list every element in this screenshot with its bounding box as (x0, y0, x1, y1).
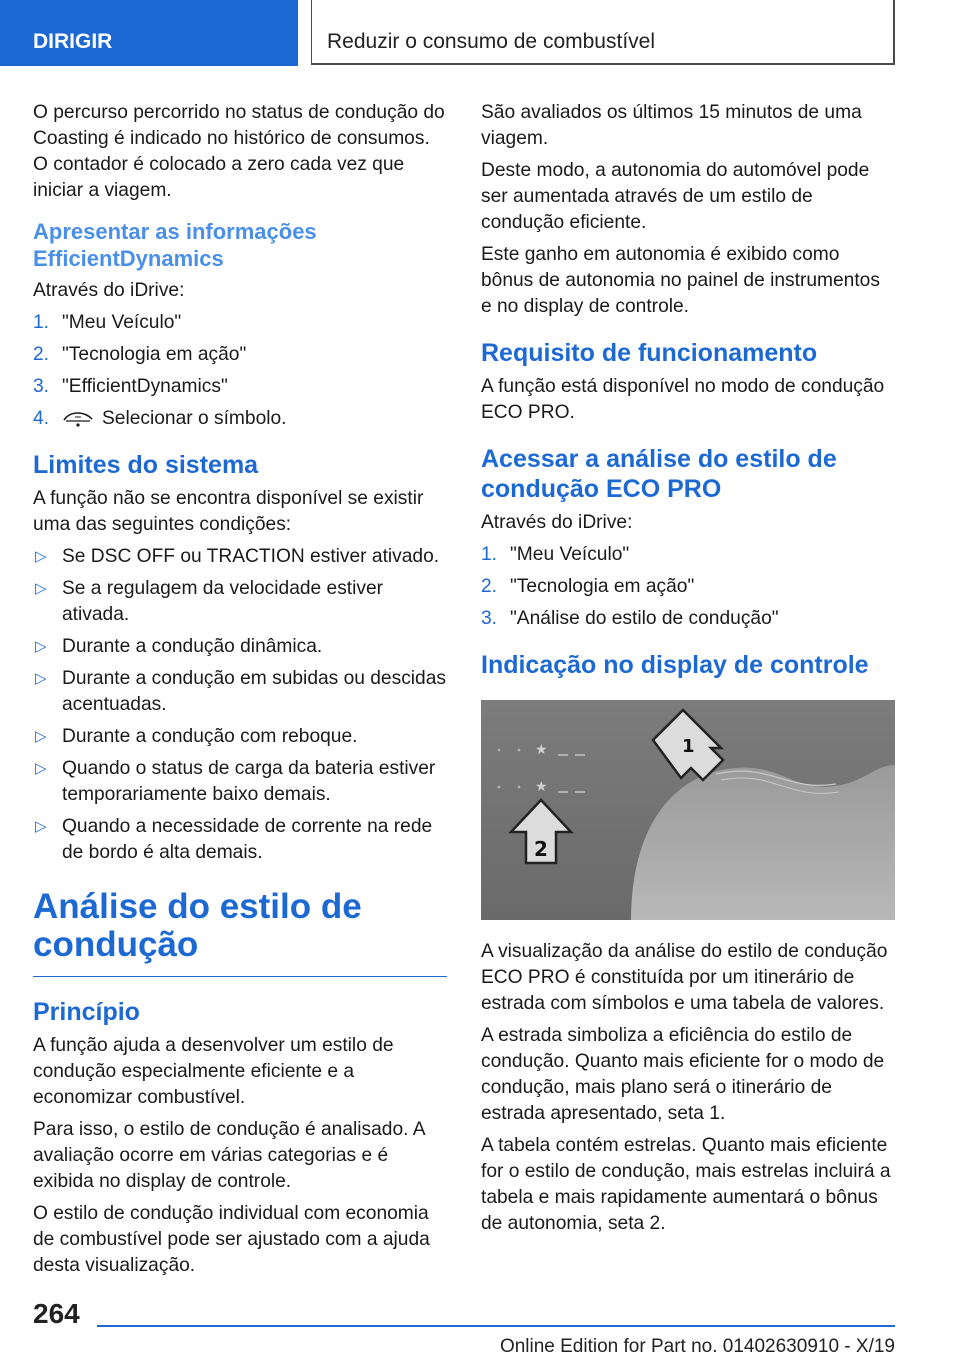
paragraph: Deste modo, a autonomia do automóvel pode ser aumentada através de um estilo de condução eficiente. (481, 160, 870, 233)
footer-divider (97, 1325, 895, 1327)
right-column (481, 100, 895, 1243)
list-item (33, 666, 447, 718)
limits-list (33, 544, 447, 866)
step-number: 4. (33, 408, 50, 429)
steps-access-list (481, 542, 895, 632)
eco-pro-display-figure (481, 700, 895, 920)
triangle-bullet-icon: ▷ (35, 728, 47, 745)
step-text: "Meu Veículo" (510, 544, 630, 565)
step-text: Selecionar o símbolo. (102, 408, 287, 429)
limits-intro: A função não se encontra disponível se existir uma das seguintes condições: (33, 488, 424, 535)
list-item (481, 574, 895, 600)
svg-text:★: ★ (535, 779, 548, 795)
heading-display: Indicação no display de controle (481, 651, 869, 679)
step-number: 2. (481, 576, 498, 597)
step-number: 2. (33, 344, 50, 365)
list-item (481, 542, 895, 568)
heading-limits: Limites do sistema (33, 451, 259, 479)
paragraph: A visualização da análise do estilo de condução ECO PRO é constituída por um itinerário de estrada com símbolos e uma tabela de valores. (481, 941, 888, 1014)
triangle-bullet-icon: ▷ (35, 760, 47, 777)
section-tab: DIRIGIR (0, 0, 298, 66)
limit-text: Durante a condução com reboque. (62, 726, 358, 747)
svg-text:1: 1 (682, 736, 695, 757)
limit-text: Durante a condução dinâmica. (62, 636, 323, 657)
efficient-dynamics-car-icon (62, 410, 94, 428)
list-item (33, 724, 447, 750)
triangle-bullet-icon: ▷ (35, 580, 47, 597)
chapter-title: Análise do estilo de condução (33, 888, 447, 977)
heading-requirement: Requisito de funcionamento (481, 339, 818, 367)
step-text: "Tecnologia em ação" (510, 576, 695, 597)
heading-access: Acessar a análise do estilo de condução ECO PRO (481, 445, 837, 503)
triangle-bullet-icon: ▷ (35, 670, 47, 687)
left-column (33, 100, 447, 1285)
triangle-bullet-icon: ▷ (35, 638, 47, 655)
paragraph: Este ganho em autonomia é exibido como bônus de autonomia no painel de instrumentos e no display de controle. (481, 244, 880, 317)
principle-paragraph: A função ajuda a desenvolver um estilo de condução especialmente eficiente e a economizar combustível. (33, 1035, 394, 1108)
step-number: 3. (33, 376, 50, 397)
limit-text: Se a regulagem da velocidade estiver ativada. (62, 578, 384, 625)
limit-text: Durante a condução em subidas ou descidas acentuadas. (62, 668, 446, 715)
heading-info: Apresentar as informações EfficientDynamics (33, 219, 317, 271)
svg-text:★: ★ (535, 742, 548, 758)
edition-footer: Online Edition for Part no. 01402630910 - X/19 (499, 1336, 895, 1357)
requirement-paragraph: A função está disponível no modo de condução ECO PRO. (481, 376, 885, 423)
step-text: "Tecnologia em ação" (62, 344, 247, 365)
limit-text: Quando a necessidade de corrente na rede de bordo é alta demais. (62, 816, 433, 863)
limit-text: Quando o status de carga da bateria estiver temporariamente baixo demais. (62, 758, 436, 805)
paragraph: São avaliados os últimos 15 minutos de uma viagem. (481, 102, 862, 149)
step-text: "EfficientDynamics" (62, 376, 228, 397)
triangle-bullet-icon: ▷ (35, 818, 47, 835)
list-item (33, 634, 447, 660)
step-number: 1. (33, 312, 50, 333)
idrive-label: Através do iDrive: (33, 280, 185, 301)
step-number: 3. (481, 608, 498, 629)
list-item (481, 606, 895, 632)
paragraph: A tabela contém estrelas. Quanto mais eficiente for o estilo de condução, mais estrelas incluirá a tabela e mais rapidamente aumentará o bônus de autonomia, seta 2. (481, 1135, 891, 1234)
list-item (33, 406, 447, 432)
list-item (33, 756, 447, 808)
step-text: "Meu Veículo" (62, 312, 182, 333)
principle-paragraph: Para isso, o estilo de condução é analisado. A avaliação ocorre em várias categorias e é exibida no display de controle. (33, 1119, 425, 1192)
list-item (33, 374, 447, 400)
list-item (33, 814, 447, 866)
idrive-label: Através do iDrive: (481, 512, 633, 533)
step-number: 1. (481, 544, 498, 565)
list-item (33, 342, 447, 368)
list-item (33, 544, 447, 570)
list-item (33, 310, 447, 336)
intro-paragraph: O percurso percorrido no status de condução do Coasting é indicado no histórico de consumos. O contador é colocado a zero cada vez que iniciar a viagem. (33, 102, 445, 201)
heading-principle: Princípio (33, 998, 140, 1026)
limit-text: Se DSC OFF ou TRACTION estiver ativado. (62, 546, 440, 567)
page-number: 264 (33, 1298, 80, 1329)
list-item (33, 576, 447, 628)
steps-info-list (33, 310, 447, 432)
principle-paragraph: O estilo de condução individual com economia de combustível pode ser ajustado com a ajuda desta visualização. (33, 1203, 430, 1276)
page-header-title: Reduzir o consumo de combustível (311, 0, 895, 65)
paragraph: A estrada simboliza a eficiência do estilo de condução. Quanto mais eficiente for o modo de condução, mais plano será o itinerário de estrada apresentado, seta 1. (481, 1025, 885, 1124)
step-text: "Análise do estilo de condução" (510, 608, 779, 629)
svg-text:2: 2 (534, 837, 548, 861)
triangle-bullet-icon: ▷ (35, 548, 47, 565)
